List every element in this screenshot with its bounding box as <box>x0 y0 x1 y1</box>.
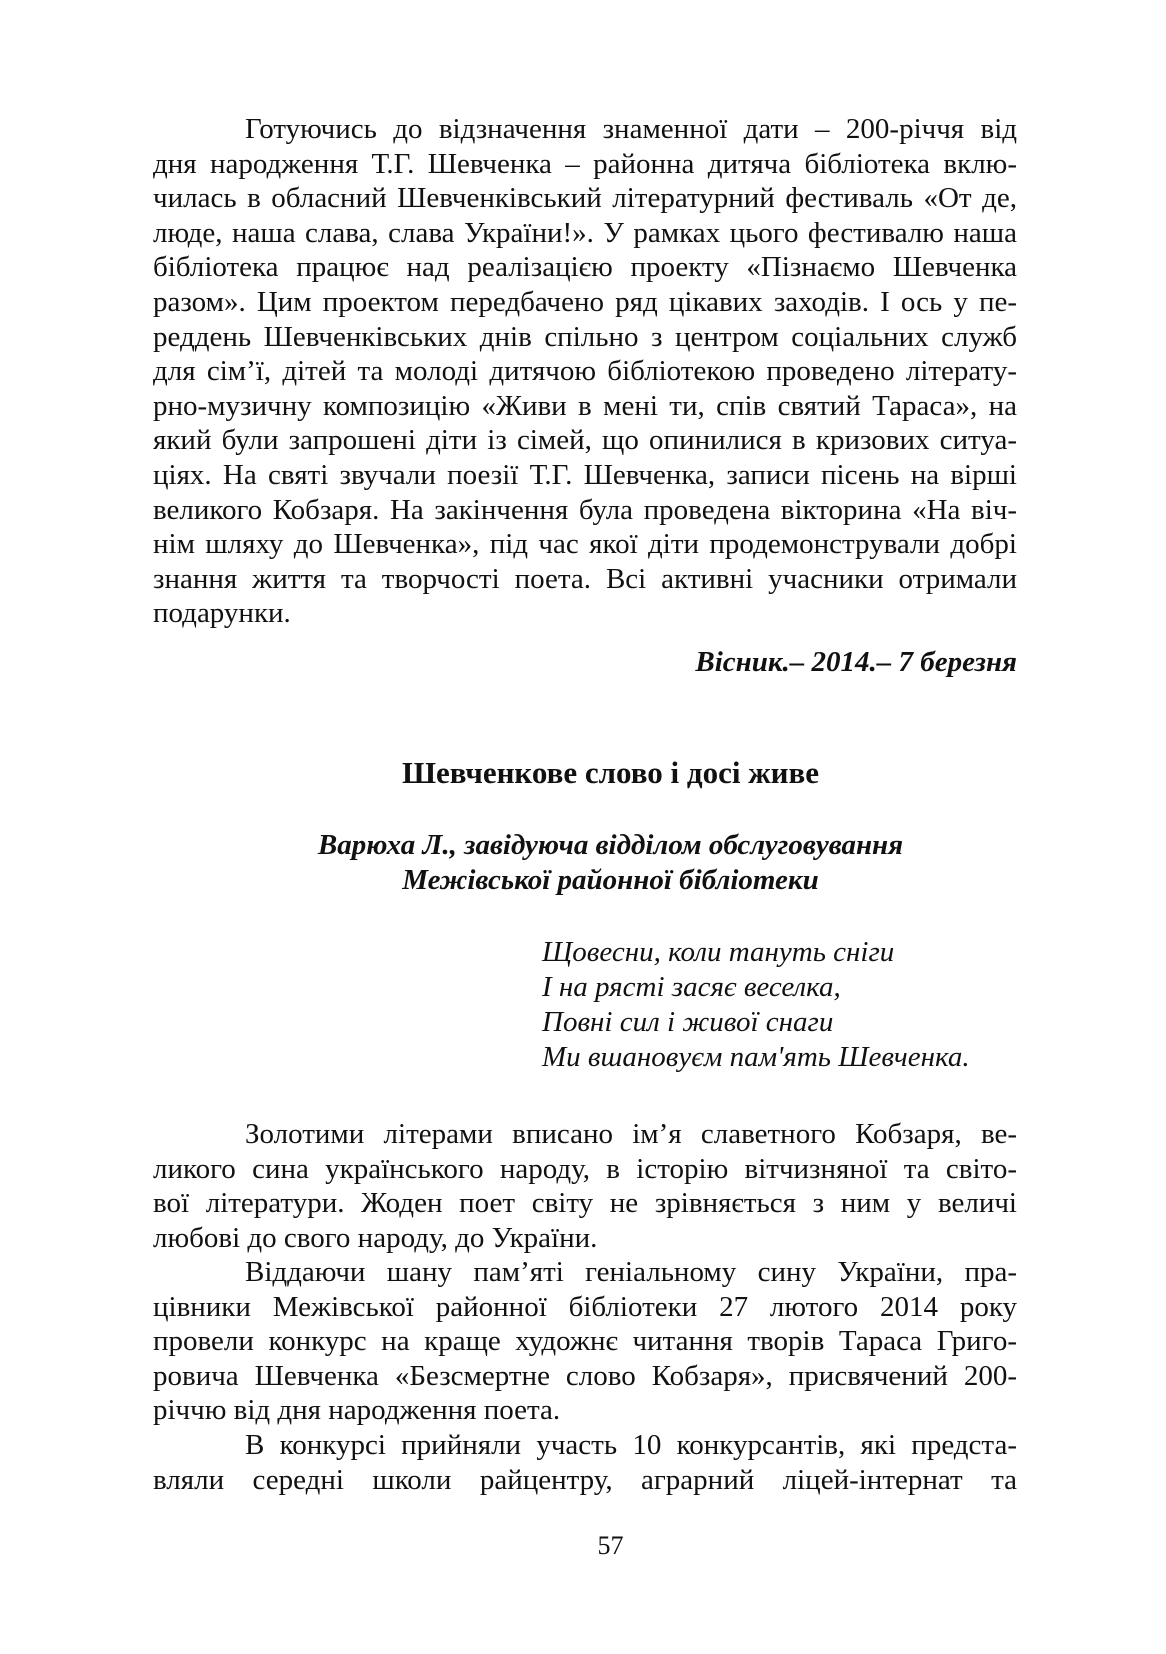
poem-line: І на рясті засяє веселка, <box>542 971 841 1003</box>
text-line: для сім’ї, дітей та молоді дитячою бібліотекою проведено літерату- <box>153 355 1017 388</box>
text-line: бібліотека працює над реалізацією проекту «Пізнаємо Шевченка <box>153 251 1017 284</box>
text-line: ціях. На святі звучали поезії Т.Г. Шевченка, записи пісень на вірші <box>153 458 1017 491</box>
text-line: рно-музичну композицію «Живи в мені ти, спів святий Тараса», на <box>153 389 1017 422</box>
text-line: який були запрошені діти із сімей, що опинилися в кризових ситуа- <box>153 424 1017 457</box>
paragraph-festival <box>153 112 1017 631</box>
text-line: Готуючись до відзначення знаменної дати – 200-річчя від <box>245 113 1017 145</box>
paragraph-contest <box>153 1255 1017 1428</box>
text-line: цівники Межівської районної бібліотеки 27 лютого 2014 року <box>153 1290 1017 1323</box>
poem-line: Щовесни, коли тануть сніги <box>542 936 895 968</box>
text-line: разом». Цим проектом передбачено ряд цікавих заходів. І ось у пе- <box>153 285 1017 318</box>
text-line: люде, наша слава, слава України!». У рамках цього фестивалю наша <box>153 216 1017 249</box>
paragraph-kobzar <box>153 1117 1017 1255</box>
author-line: Межівської районної бібліотеки <box>402 864 819 896</box>
page-number: 57 <box>597 1531 624 1560</box>
text-line: подарунки. <box>153 597 291 630</box>
text-line: нім шляху до Шевченка», під час якої діти продемонстрували добрі <box>153 528 1017 561</box>
article-title: Шевченкове слово і досі живе <box>401 755 820 790</box>
text-line: дня народження Т.Г. Шевченка – районна дитяча бібліотека вклю- <box>153 147 1017 180</box>
text-line: любові до свого народу, до України. <box>153 1221 598 1254</box>
text-line: Золотими літерами вписано ім’я славетного Кобзаря, ве- <box>245 1118 1017 1150</box>
source-citation: Вісник.– 2014.– 7 березня <box>695 646 1017 678</box>
poem-line: Ми вшановуєм пам'ять Шевченка. <box>542 1041 970 1073</box>
paragraph-participants <box>153 1428 1017 1497</box>
text-line: Віддаючи шану пам’яті геніальному сину України, пра- <box>245 1256 1017 1288</box>
text-line: річчю від дня народження поета. <box>153 1394 561 1427</box>
author-line: Варюха Л., завідуюча відділом обслуговування <box>317 829 904 861</box>
text-line: вої літератури. Жоден поет світу не зрівняється з ним у величі <box>153 1187 1017 1220</box>
author-byline <box>0 828 1166 898</box>
text-line: знання життя та творчості поета. Всі активні учасники отримали <box>153 562 1017 595</box>
text-line: великого Кобзаря. На закінчення була проведена вікторина «На віч- <box>153 493 1017 526</box>
text-line: провели конкурс на краще художнє читання творів Тараса Григо- <box>153 1325 1017 1358</box>
text-line: вляли середні школи райцентру, аграрний ліцей-інтернат та <box>153 1463 1017 1496</box>
text-line: реддень Шевченківських днів спільно з центром соціальних служб <box>153 320 1017 353</box>
text-line: ровича Шевченка «Безсмертне слово Кобзаря», присвячений 200- <box>153 1359 1017 1392</box>
poem-line: Повні сил і живої снаги <box>542 1006 834 1038</box>
epigraph-poem <box>542 935 970 1075</box>
text-line: ликого сина українського народу, в історію вітчизняної та світо- <box>153 1152 1017 1185</box>
text-line: В конкурсі прийняли участь 10 конкурсантів, які предста- <box>245 1429 1017 1461</box>
text-line: чилась в обласний Шевченківський літературний фестиваль «От де, <box>153 182 1017 215</box>
